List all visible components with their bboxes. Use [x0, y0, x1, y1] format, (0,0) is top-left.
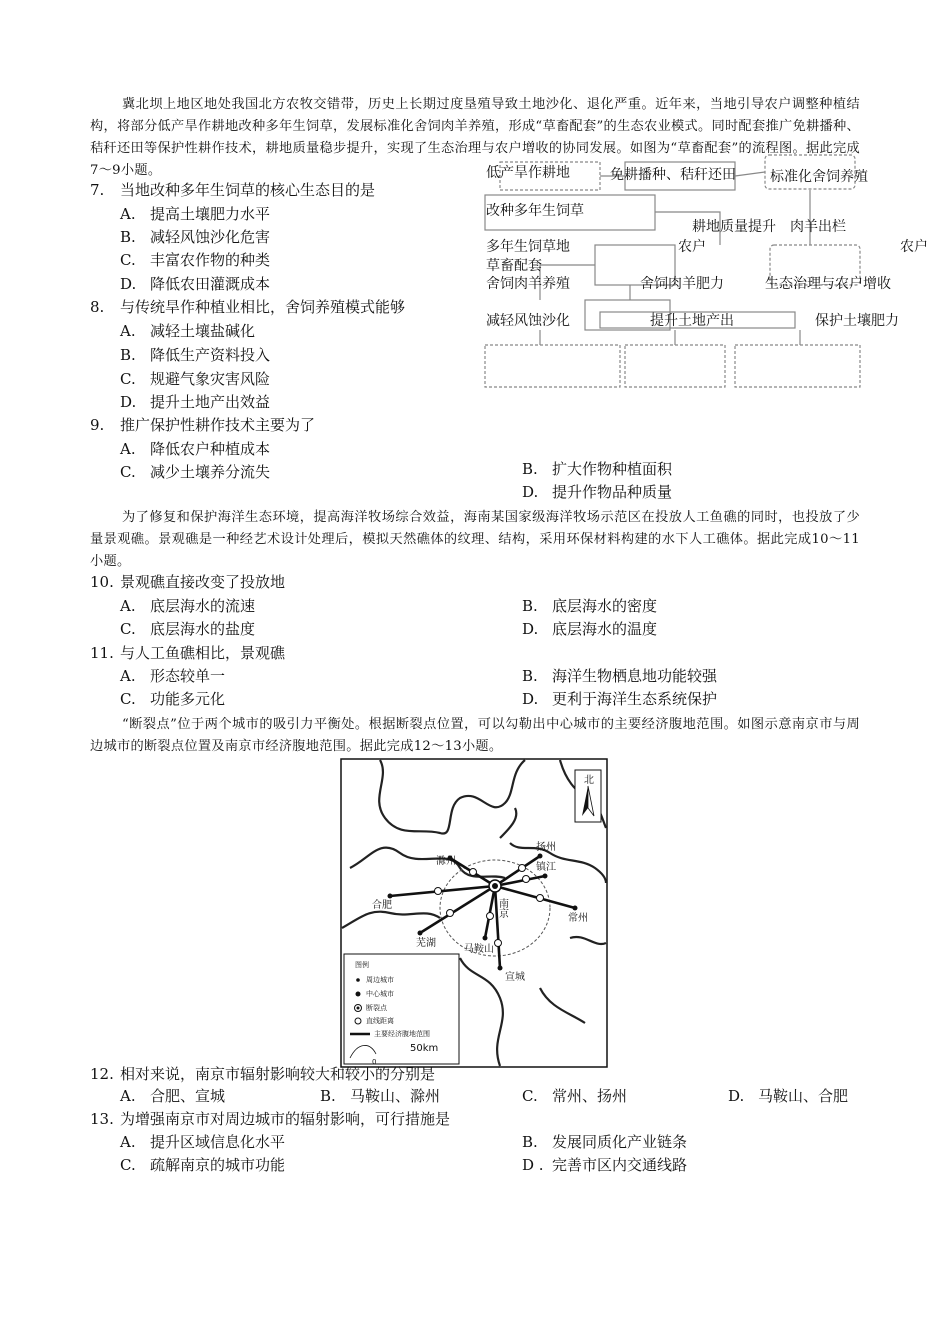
north-arrow — [575, 770, 601, 822]
option — [120, 227, 270, 247]
option — [522, 482, 672, 502]
option — [320, 1086, 440, 1106]
option — [522, 666, 717, 686]
option-text: 发展同质化产业链条 — [552, 1133, 688, 1151]
diagram-label: 标准化舍饲养殖 — [770, 169, 868, 185]
option-text: 丰富农作物的种类 — [150, 251, 271, 269]
option-letter: C. — [120, 251, 136, 269]
question-7 — [90, 180, 375, 200]
question-13 — [90, 1109, 450, 1129]
option-letter: C. — [120, 620, 136, 638]
option — [522, 1155, 687, 1175]
city-label-changzhou: 常州 — [568, 913, 588, 924]
city-label-xuancheng: 宣城 — [505, 972, 525, 983]
option — [120, 392, 270, 412]
option-letter: A. — [120, 440, 136, 458]
question-number: 9. — [90, 416, 105, 434]
option — [522, 1086, 627, 1106]
option-letter: D. — [120, 393, 137, 411]
option-text: 完善市区内交通线路 — [552, 1156, 688, 1174]
legend-title: 图例 — [355, 961, 369, 969]
option — [522, 459, 672, 479]
question-12 — [90, 1064, 435, 1084]
option-letter: B. — [522, 597, 538, 615]
option-letter: C. — [120, 1156, 136, 1174]
option-text: 减少土壤养分流失 — [150, 463, 271, 481]
option-letter: B. — [522, 460, 538, 478]
option-letter: D. — [522, 483, 539, 501]
option-text: 马鞍山、合肥 — [758, 1087, 849, 1105]
option-letter: A. — [120, 1133, 136, 1151]
passage-2: 为了修复和保护海洋生态环境，提高海洋牧场综合效益，海南某国家级海洋牧场示范区在投放人工鱼礁的同时，也投放了少量景观礁。景观礁是一种经艺术设计处理后，模拟天然礁体的纹理、结构，采用环保材料构建的水下人工礁体。据此完成10～11小题。 — [90, 510, 860, 569]
question-9 — [90, 415, 315, 435]
option — [120, 1086, 225, 1106]
diagram-label: 改种多年生饲草 — [486, 203, 584, 219]
city-label-yangzhou: 扬州 — [536, 842, 556, 853]
legend-item: 中心城市 — [366, 990, 394, 998]
legend — [344, 954, 459, 1066]
legend-item: 主要经济腹地范围 — [374, 1030, 430, 1038]
question-number: 12. — [90, 1065, 114, 1083]
question-number: 13. — [90, 1110, 114, 1128]
option — [120, 321, 255, 341]
diagram-label: 农户 — [678, 239, 706, 255]
option-letter: B. — [120, 228, 136, 246]
question-11 — [90, 643, 285, 663]
option — [120, 689, 225, 709]
diagram-label: 保护土壤肥力 — [815, 313, 899, 329]
option-letter: B. — [120, 346, 136, 364]
option-text: 底层海水的温度 — [552, 620, 658, 638]
option-letter: C. — [120, 370, 136, 388]
option — [120, 666, 225, 686]
option-letter: D. — [522, 690, 539, 708]
option-text: 底层海水的密度 — [552, 597, 658, 615]
question-number: 10. — [90, 573, 114, 591]
option — [120, 369, 270, 389]
passage-3: “断裂点”位于两个城市的吸引力平衡处。根据断裂点位置，可以勾勒出中心城市的主要经济腹地范围。如图示意南京市与周边城市的断裂点位置及南京市经济腹地范围。据此完成12～13小题。 — [90, 717, 860, 754]
map-svg — [340, 758, 608, 1068]
option-text: 常州、扬州 — [552, 1087, 628, 1105]
option — [522, 1132, 687, 1152]
option — [522, 596, 657, 616]
nanjing-map — [340, 758, 608, 1068]
city-label-nanjing: 南京 — [496, 898, 508, 918]
option — [120, 439, 270, 459]
option-text: 提升作物品种质量 — [552, 483, 673, 501]
option-letter: D. — [120, 275, 137, 293]
option-letter: D . — [522, 1156, 544, 1174]
option-letter: B. — [522, 1133, 538, 1151]
option-text: 合肥、宣城 — [150, 1087, 226, 1105]
option-text: 降低农田灌溉成本 — [150, 275, 271, 293]
scale-label: 50km — [410, 1043, 439, 1054]
option-text: 功能多元化 — [150, 690, 226, 708]
city-label-wuhu: 芜湖 — [416, 938, 436, 949]
legend-item: 直线距离 — [366, 1017, 394, 1025]
option — [120, 596, 255, 616]
option-text: 更利于海洋生态系统保护 — [552, 690, 718, 708]
option-text: 规避气象灾害风险 — [150, 370, 271, 388]
option — [120, 345, 270, 365]
option-text: 马鞍山、滁州 — [350, 1087, 441, 1105]
north-label: 北 — [584, 775, 594, 786]
diagram-label: 生态治理与农户增收 — [765, 276, 891, 292]
diagram-label: 低产旱作耕地 — [486, 165, 570, 181]
diagram-label: 草畜配套 — [486, 258, 542, 274]
diagram-label: 舍饲肉羊肥力 — [640, 276, 724, 292]
center-city-marker — [489, 880, 501, 892]
option — [120, 204, 270, 224]
option-letter: A. — [120, 1087, 136, 1105]
diagram-label: 多年生饲草地 — [486, 239, 570, 255]
option — [120, 462, 270, 482]
city-label-chuzhou: 滁州 — [436, 856, 456, 867]
question-stem: 为增强南京市对周边城市的辐射影响，可行措施是 — [120, 1110, 451, 1128]
option-letter: C. — [522, 1087, 538, 1105]
flow-diagram-lines — [480, 150, 940, 395]
question-8 — [90, 297, 405, 317]
option-letter: A. — [120, 667, 136, 685]
option — [728, 1086, 848, 1106]
question-stem: 与传统旱作种植业相比，舍饲养殖模式能够 — [120, 298, 406, 316]
city-label-hefei: 合肥 — [372, 900, 392, 911]
option-text: 降低农户种植成本 — [150, 440, 271, 458]
option — [522, 689, 717, 709]
legend-item: 断裂点 — [366, 1004, 387, 1012]
option-text: 提升区域信息化水平 — [150, 1133, 286, 1151]
question-stem: 当地改种多年生饲草的核心生态目的是 — [120, 181, 376, 199]
question-stem: 推广保护性耕作技术主要为了 — [120, 416, 316, 434]
option-text: 减轻风蚀沙化危害 — [150, 228, 271, 246]
option — [120, 274, 270, 294]
option-text: 提高土壤肥力水平 — [150, 205, 271, 223]
option — [120, 619, 255, 639]
option-text: 降低生产资料投入 — [150, 346, 271, 364]
flow-diagram — [480, 150, 940, 395]
diagram-label: 耕地质量提升 — [692, 219, 776, 235]
option-text: 扩大作物种植面积 — [552, 460, 673, 478]
diagram-label: 舍饲肉羊养殖 — [486, 276, 570, 292]
question-number: 8. — [90, 298, 105, 316]
city-label-zhenjiang: 镇江 — [536, 862, 556, 873]
question-stem: 景观礁直接改变了投放地 — [120, 573, 286, 591]
diagram-label: 减轻风蚀沙化 — [486, 313, 570, 329]
diagram-label: 肉羊出栏 — [790, 219, 846, 235]
diagram-label: 提升土地产出 — [650, 313, 734, 329]
option-letter: D. — [522, 620, 539, 638]
option — [522, 619, 657, 639]
question-stem: 与人工鱼礁相比，景观礁 — [120, 644, 286, 662]
question-number: 7. — [90, 181, 105, 199]
option-text: 底层海水的流速 — [150, 597, 256, 615]
option-letter: C. — [120, 463, 136, 481]
option-letter: A. — [120, 597, 136, 615]
option — [120, 1155, 285, 1175]
option — [120, 250, 270, 270]
option-text: 减轻土壤盐碱化 — [150, 322, 256, 340]
option-letter: A. — [120, 205, 136, 223]
option-text: 疏解南京的城市功能 — [150, 1156, 286, 1174]
question-number: 11. — [90, 644, 114, 662]
option-text: 底层海水的盐度 — [150, 620, 256, 638]
option-letter: A. — [120, 322, 136, 340]
option — [120, 1132, 285, 1152]
legend-item: 周边城市 — [366, 976, 394, 984]
question-10 — [90, 572, 285, 592]
diagram-label: 农户 — [900, 239, 928, 255]
scale-zero: 0 — [372, 1058, 377, 1066]
option-letter: D. — [728, 1087, 745, 1105]
city-label-maanshan: 马鞍山 — [464, 944, 494, 955]
option-text: 提升土地产出效益 — [150, 393, 271, 411]
option-letter: C. — [120, 690, 136, 708]
option-text: 形态较单一 — [150, 667, 226, 685]
passage-1: 冀北坝上地区地处我国北方农牧交错带，历史上长期过度垦殖导致土地沙化、退化严重。近年来，当地引导农户调整种植结构，将部分低产旱作耕地改种多年生饲草，发展标准化舍饲肉羊养殖，形成“草畜配套”的生态农业模式。同时配套推广免耕播种、秸秆还田等保护性耕作技术，耕地质量稳步提升，实现了生态治理与农户增收的协同发展。如图为“草畜配套”的流程图。据此完成7～9小题。 — [90, 97, 860, 178]
diagram-label: 免耕播种、秸秆还田 — [610, 167, 736, 183]
option-text: 海洋生物栖息地功能较强 — [552, 667, 718, 685]
option-letter: B. — [522, 667, 538, 685]
question-stem: 相对来说，南京市辐射影响较大和较小的分别是 — [120, 1065, 436, 1083]
option-letter: B. — [320, 1087, 336, 1105]
